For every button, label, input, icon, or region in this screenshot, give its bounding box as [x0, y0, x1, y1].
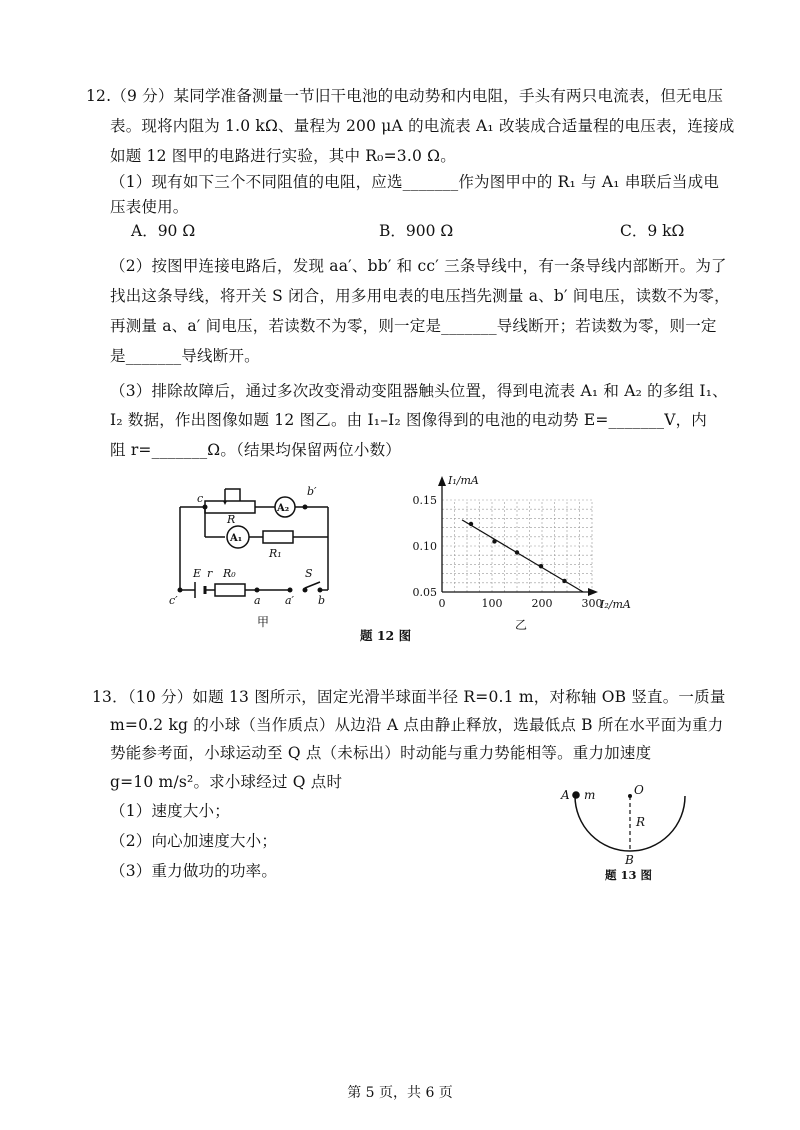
q12-line-11: I₂ 数据，作出图像如题 12 图乙。由 I₁–I₂ 图像得到的电池的电动势 E=_______V，内 [110, 411, 707, 429]
label-O: O [634, 783, 644, 797]
chart-subcaption: 乙 [515, 618, 528, 632]
figure-12-caption: 题 12 图 [360, 628, 412, 643]
q12-line-10: （3）排除故障后，通过多次改变滑动变阻器触头位置，得到电流表 A₁ 和 A₂ 的多组 I₁、 [110, 382, 728, 400]
q13-sub-3: （3）重力做功的功率。 [110, 862, 278, 880]
label-R0: R₀ [223, 567, 236, 580]
label-R: R [227, 513, 236, 526]
y-tick-label: 0.05 [412, 586, 437, 599]
q12-line-3: 如题 12 图甲的电路进行实验，其中 R₀=3.0 Ω。 [110, 147, 456, 165]
label-A: A [561, 788, 570, 802]
q12-line-1: 12.（9 分）某同学准备测量一节旧干电池的电动势和内电阻，手头有两只电流表，但无电压 [86, 87, 724, 105]
label-m: m [584, 788, 596, 802]
x-tick-label: 100 [481, 597, 503, 610]
label-S: S [305, 567, 313, 580]
label-A2: A₂ [277, 503, 290, 514]
data-point [515, 550, 519, 554]
label-A1: A₁ [230, 533, 243, 544]
q12-line-7: 找出这条导线，将开关 S 闭合，用多用电表的电压挡先测量 a、b′ 间电压，读数不为零， [110, 287, 730, 305]
label-R1: R₁ [269, 547, 282, 560]
q12-line-4: （1）现有如下三个不同阻值的电阻，应选_______作为图甲中的 R₁ 与 A₁ 串联后当成电 [110, 173, 720, 191]
label-c-prime: c′ [169, 594, 178, 607]
q13-line-3: 势能参考面，小球运动至 Q 点（未标出）时动能与重力势能相等。重力加速度 [110, 744, 652, 762]
circuit-diagram [165, 470, 365, 630]
q12-line-6: （2）按图甲连接电路后，发现 aa′、bb′ 和 cc′ 三条导线中，有一条导线内部断开。为了 [110, 257, 727, 275]
q12-line-9: 是_______导线断开。 [110, 347, 260, 365]
label-a-prime: a′ [285, 594, 295, 607]
data-point [539, 564, 543, 568]
option-a: A．90 Ω [131, 222, 196, 240]
option-c: C．9 kΩ [620, 222, 685, 240]
y-tick-label: 0.15 [412, 494, 437, 507]
label-b: b [318, 594, 326, 607]
figure-13-caption: 题 13 图 [605, 868, 653, 882]
page-footer: 第 5 页，共 6 页 [347, 1085, 453, 1101]
q13-line-2: m=0.2 kg 的小球（当作质点）从边沿 A 点由静止释放，选最低点 B 所在水平面为重力 [110, 716, 724, 734]
label-E: E [193, 567, 202, 580]
label-r: r [207, 567, 213, 580]
label-b-prime: b′ [307, 485, 317, 498]
q12-line-5: 压表使用。 [110, 198, 189, 216]
q13-line-4: g=10 m/s²。求小球经过 Q 点时 [110, 773, 343, 791]
q13-sub-1: （1）速度大小； [110, 802, 230, 820]
data-point [469, 522, 473, 526]
x-tick-label: 0 [438, 597, 446, 610]
q12-line-8: 再测量 a、a′ 间电压，若读数不为零，则一定是_______导线断开；若读数为零，则一定 [110, 317, 717, 335]
q12-line-2: 表。现将内阻为 1.0 kΩ、量程为 200 μA 的电流表 A₁ 改装成合适量程的电压表，连接成 [110, 117, 735, 135]
label-a: a [254, 594, 261, 607]
y-tick-label: 0.10 [412, 540, 437, 553]
data-point [492, 539, 496, 543]
label-R-radius: R [636, 815, 646, 829]
q13-line-1: 13．（10 分）如题 13 图所示，固定光滑半球面半径 R=0.1 m，对称轴 OB 竖直。一质量 [92, 688, 726, 706]
circuit-subcaption: 甲 [257, 615, 270, 629]
q13-sub-2: （2）向心加速度大小； [110, 832, 278, 850]
x-tick-label: 300 [581, 597, 603, 610]
data-point [562, 579, 566, 583]
label-B: B [625, 853, 634, 867]
chart-xlabel: I₂/mA [600, 598, 631, 611]
x-tick-label: 200 [531, 597, 553, 610]
label-c: c [197, 492, 204, 505]
option-b: B．900 Ω [379, 222, 454, 240]
q12-line-12: 阻 r=_______Ω。（结果均保留两位小数） [110, 441, 401, 459]
chart-ylabel: I₁/mA [448, 474, 479, 487]
hemisphere-figure [560, 778, 700, 883]
i1-i2-chart [400, 470, 660, 635]
